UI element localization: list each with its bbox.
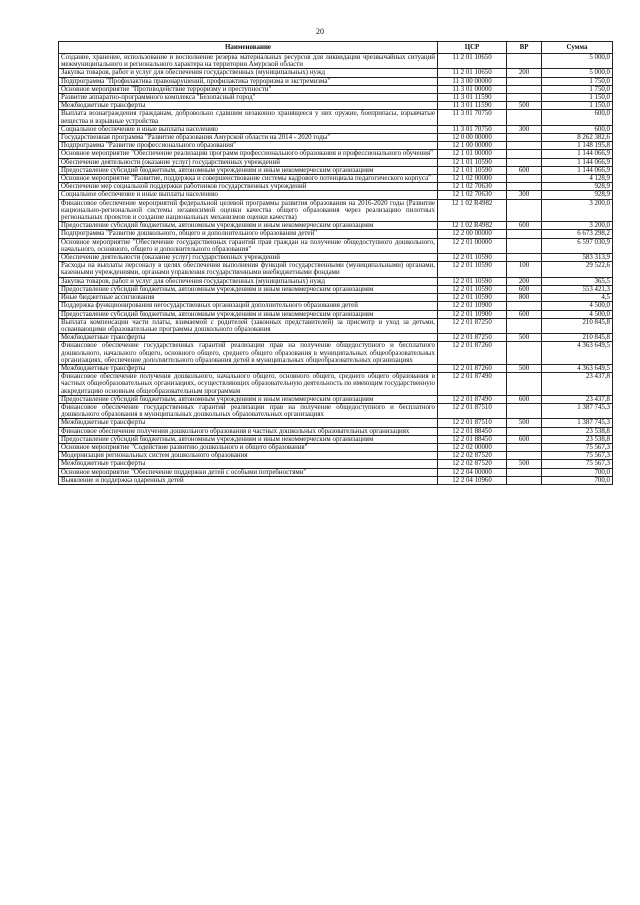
cell-name: Развитие аппаратно-программного комплекса "Безопасный город": [59, 94, 438, 102]
table-row: [59, 419, 613, 427]
cell-sum: 1 144 066,9: [542, 150, 613, 158]
cell-csr: 12 2 01 87260: [438, 364, 507, 372]
cell-sum: 928,9: [542, 183, 613, 191]
table-row: [59, 342, 613, 365]
table-row: [59, 452, 613, 460]
cell-sum: 4 500,0: [542, 310, 613, 318]
cell-name: Выплата вознаграждения гражданам, добровольно сдавшим незаконно хранящееся у них оружие, боеприпасы, взрывчатые вещества и взрывные устройства: [59, 110, 438, 125]
table-row: [59, 476, 613, 484]
cell-vr: [507, 468, 542, 476]
cell-vr: 300: [507, 125, 542, 133]
cell-csr: 12 2 01 10590: [438, 285, 507, 293]
cell-name: Финансовое обеспечение получения дошкольного образования в частных дошкольных образовательных организациях: [59, 427, 438, 435]
cell-vr: [507, 110, 542, 125]
cell-sum: 583 313,9: [542, 254, 613, 262]
header-sum: Сумма: [542, 42, 613, 54]
cell-csr: 11 2 01 10650: [438, 54, 507, 69]
table-body: [59, 54, 613, 485]
cell-name: Основное мероприятие "Обеспечение поддержки детей с особыми потребностями": [59, 468, 438, 476]
cell-name: Обеспечение мер социальной поддержки работников государственных учреждений: [59, 183, 438, 191]
cell-vr: [507, 254, 542, 262]
cell-name: Межбюджетные трансферты: [59, 364, 438, 372]
table-row: [59, 166, 613, 174]
table-row: [59, 302, 613, 310]
table-row: [59, 277, 613, 285]
table-row: [59, 443, 613, 451]
cell-csr: 12 2 04 10960: [438, 476, 507, 484]
cell-sum: 4 500,0: [542, 302, 613, 310]
cell-sum: 1 144 066,9: [542, 158, 613, 166]
table-row: [59, 254, 613, 262]
cell-sum: 1 144 066,9: [542, 166, 613, 174]
cell-sum: 3 200,0: [542, 222, 613, 230]
cell-name: Закупка товаров, работ и услуг для обеспечения государственных (муниципальных) нужд: [59, 69, 438, 77]
cell-sum: 23 538,8: [542, 427, 613, 435]
budget-table: [58, 41, 613, 485]
cell-name: Межбюджетные трансферты: [59, 334, 438, 342]
cell-sum: 600,0: [542, 125, 613, 133]
cell-vr: [507, 85, 542, 93]
cell-csr: 12 0 00 00000: [438, 134, 507, 142]
table-row: [59, 460, 613, 468]
cell-csr: 12 2 01 10590: [438, 277, 507, 285]
table-row: [59, 285, 613, 293]
cell-name: Модернизация региональных систем дошкольного образования: [59, 452, 438, 460]
cell-name: Межбюджетные трансферты: [59, 419, 438, 427]
table-row: [59, 94, 613, 102]
cell-name: Иные бюджетные ассигнования: [59, 294, 438, 302]
cell-sum: 1 150,0: [542, 102, 613, 110]
cell-sum: 365,5: [542, 277, 613, 285]
cell-sum: 4,5: [542, 294, 613, 302]
cell-sum: 4 363 649,5: [542, 364, 613, 372]
cell-vr: [507, 134, 542, 142]
cell-vr: [507, 403, 542, 418]
table-row: [59, 150, 613, 158]
table-row: [59, 175, 613, 183]
cell-csr: 12 2 02 87520: [438, 452, 507, 460]
cell-vr: [507, 77, 542, 85]
cell-name: Закупка товаров, работ и услуг для обеспечения государственных (муниципальных) нужд: [59, 277, 438, 285]
cell-name: Поддержка функционирования негосударственных организаций дополнительного образования детей: [59, 302, 438, 310]
cell-vr: 600: [507, 166, 542, 174]
cell-vr: 600: [507, 395, 542, 403]
cell-sum: 210 845,8: [542, 318, 613, 333]
cell-vr: [507, 443, 542, 451]
cell-sum: 1 148 195,8: [542, 142, 613, 150]
table-row: [59, 468, 613, 476]
cell-name: Обеспечение деятельности (оказание услуг) государственных учреждений: [59, 254, 438, 262]
cell-name: Подпрограмма "Профилактика правонарушений, профилактика терроризма и экстремизма": [59, 77, 438, 85]
cell-name: Государственная программа "Развитие образования Амурской области на 2014 - 2020 годы": [59, 134, 438, 142]
cell-csr: 12 2 01 87250: [438, 318, 507, 333]
cell-name: Финансовое обеспечение государственных гарантий реализации прав на получение общедоступного и бесплатного дошкольного образования в муниципальных дошкольных образовательных организациях: [59, 403, 438, 418]
table-row: [59, 230, 613, 238]
cell-vr: 500: [507, 460, 542, 468]
cell-csr: 12 2 01 10590: [438, 294, 507, 302]
cell-sum: 5 000,0: [542, 54, 613, 69]
page-number: 20: [316, 27, 324, 36]
table-row: [59, 318, 613, 333]
cell-csr: 12 2 01 00000: [438, 238, 507, 253]
cell-vr: [507, 238, 542, 253]
cell-vr: 500: [507, 334, 542, 342]
cell-sum: 1 150,0: [542, 94, 613, 102]
cell-name: Выплата компенсации части платы, взимаемой с родителей (законных представителей) за присмотр и уход за детьми, осваивающими образовательные программы дошкольного образования: [59, 318, 438, 333]
cell-csr: 12 2 01 88450: [438, 435, 507, 443]
cell-sum: 1 750,0: [542, 77, 613, 85]
table-row: [59, 125, 613, 133]
table-row: [59, 262, 613, 277]
cell-csr: 11 2 01 10650: [438, 69, 507, 77]
cell-csr: 11 3 01 11590: [438, 102, 507, 110]
cell-vr: 500: [507, 102, 542, 110]
cell-vr: [507, 142, 542, 150]
cell-name: Основное мероприятие "Противодействие терроризму и преступности": [59, 85, 438, 93]
table-row: [59, 102, 613, 110]
cell-sum: 1 750,0: [542, 85, 613, 93]
cell-vr: [507, 158, 542, 166]
cell-vr: 600: [507, 435, 542, 443]
cell-vr: 600: [507, 285, 542, 293]
cell-vr: [507, 94, 542, 102]
cell-name: Финансовое обеспечение государственных гарантий реализации прав на получение общедоступного и бесплатного дошкольного, начального общего, основного общего, среднего общего образования в муниципальных общеобразовательных организациях, обеспечение дополнительного образования детей в муниципальных общеобразовательных организациях: [59, 342, 438, 365]
cell-csr: 12 2 04 00000: [438, 468, 507, 476]
cell-csr: 12 2 01 10900: [438, 310, 507, 318]
table-row: [59, 77, 613, 85]
cell-vr: 600: [507, 222, 542, 230]
table-row: [59, 142, 613, 150]
cell-name: Основное мероприятие "Развитие, поддержка и совершенствование системы кадрового потенциала педагогического корпуса": [59, 175, 438, 183]
cell-csr: 12 2 01 87490: [438, 395, 507, 403]
cell-name: Основное мероприятие "Обеспечение государственных гарантий прав граждан на получение общедоступного дошкольного, начального, основного, общего и дополнительного образования": [59, 238, 438, 253]
cell-name: Подпрограмма "Развитие профессионального образования": [59, 142, 438, 150]
table-row: [59, 222, 613, 230]
cell-name: Создание, хранение, использование и восполнение резерва материальных ресурсов для ликвидации чрезвычайных ситуаций межмуниципального и регионального характера на территории Амурской области: [59, 54, 438, 69]
table-row: [59, 191, 613, 199]
cell-vr: [507, 150, 542, 158]
cell-csr: 12 1 02 70630: [438, 183, 507, 191]
cell-sum: 6 673 298,2: [542, 230, 613, 238]
cell-name: Социальное обеспечение и иные выплаты населению: [59, 191, 438, 199]
cell-sum: 4 128,9: [542, 175, 613, 183]
cell-vr: [507, 54, 542, 69]
cell-name: Финансовое обеспечение получения дошкольного, начального общего, основного общего, среднего общего образования в частных общеобразовательных организациях, осуществляющих образовательную деятельность по имеющим государственную аккредитацию основным общеобразовательным программам: [59, 373, 438, 396]
table-row: [59, 403, 613, 418]
cell-csr: 11 3 01 11590: [438, 94, 507, 102]
table-row: [59, 294, 613, 302]
cell-vr: [507, 175, 542, 183]
cell-csr: 12 2 01 10590: [438, 262, 507, 277]
cell-csr: 12 2 01 87260: [438, 342, 507, 365]
table-header-row: [59, 42, 613, 54]
cell-name: Обеспечение деятельности (оказание услуг) государственных учреждений: [59, 158, 438, 166]
cell-csr: 12 2 02 87520: [438, 460, 507, 468]
table-row: [59, 158, 613, 166]
cell-sum: 23 437,8: [542, 373, 613, 396]
cell-sum: 6 597 030,9: [542, 238, 613, 253]
cell-vr: [507, 427, 542, 435]
table-row: [59, 134, 613, 142]
cell-csr: 12 1 00 00000: [438, 142, 507, 150]
header-name: Наименование: [59, 42, 438, 54]
cell-sum: 4 363 649,5: [542, 342, 613, 365]
cell-sum: 210 845,8: [542, 334, 613, 342]
table-row: [59, 110, 613, 125]
cell-name: Расходы на выплаты персоналу в целях обеспечения выполнения функций государственными (муниципальными) органами, казенными учреждениями, органами управления государственными внебюджетными фондами: [59, 262, 438, 277]
cell-sum: 75 567,3: [542, 443, 613, 451]
cell-name: Предоставление субсидий бюджетным, автономным учреждениям и иным некоммерческим организациям: [59, 285, 438, 293]
table-row: [59, 427, 613, 435]
cell-csr: 12 1 01 10590: [438, 166, 507, 174]
cell-csr: 12 2 01 87490: [438, 373, 507, 396]
cell-vr: [507, 230, 542, 238]
cell-vr: 200: [507, 277, 542, 285]
cell-name: Предоставление субсидий бюджетным, автономным учреждениям и иным некоммерческим организациям: [59, 222, 438, 230]
cell-csr: 11 3 01 00000: [438, 85, 507, 93]
cell-sum: 5 000,0: [542, 69, 613, 77]
cell-sum: 23 538,8: [542, 435, 613, 443]
cell-sum: 29 522,6: [542, 262, 613, 277]
cell-name: Предоставление субсидий бюджетным, автономным учреждениям и иным некоммерческим организациям: [59, 310, 438, 318]
cell-vr: 800: [507, 294, 542, 302]
cell-name: Социальное обеспечение и иные выплаты населению: [59, 125, 438, 133]
cell-sum: 928,9: [542, 191, 613, 199]
table-row: [59, 183, 613, 191]
cell-csr: 11 3 01 70750: [438, 125, 507, 133]
cell-vr: 500: [507, 364, 542, 372]
cell-vr: [507, 318, 542, 333]
cell-sum: 700,0: [542, 468, 613, 476]
table-row: [59, 373, 613, 396]
cell-sum: 8 262 382,6: [542, 134, 613, 142]
header-csr: ЦСР: [438, 42, 507, 54]
cell-sum: 75 567,3: [542, 460, 613, 468]
cell-csr: 12 2 01 10900: [438, 302, 507, 310]
cell-vr: [507, 373, 542, 396]
cell-name: Межбюджетные трансферты: [59, 460, 438, 468]
cell-vr: [507, 302, 542, 310]
cell-vr: 100: [507, 262, 542, 277]
cell-vr: [507, 476, 542, 484]
cell-csr: 12 2 01 88450: [438, 427, 507, 435]
cell-name: Финансовое обеспечение мероприятий федеральной целевой программы развития образования на 2016-2020 годы (Развитие национально-региональной системы независимой оценки качества общего образования через реализацию пилотных региональных проектов и создание национальных механизмов оценки качества): [59, 199, 438, 222]
cell-sum: 700,0: [542, 476, 613, 484]
table-row: [59, 199, 613, 222]
cell-csr: 12 1 01 10590: [438, 158, 507, 166]
cell-csr: 12 2 02 00000: [438, 443, 507, 451]
cell-name: Подпрограмма "Развитие дошкольного, общего и дополнительного образования детей": [59, 230, 438, 238]
cell-csr: 12 1 02 R4982: [438, 222, 507, 230]
cell-csr: 12 2 01 87250: [438, 334, 507, 342]
table-row: [59, 69, 613, 77]
cell-sum: 3 200,0: [542, 199, 613, 222]
cell-csr: 12 2 00 00000: [438, 230, 507, 238]
cell-name: Выявление и поддержка одаренных детей: [59, 476, 438, 484]
table-row: [59, 364, 613, 372]
cell-vr: 600: [507, 310, 542, 318]
cell-csr: 12 1 02 R4982: [438, 199, 507, 222]
cell-name: Основное мероприятие "Обеспечение реализации программ профессионального образования и профессионального обучения": [59, 150, 438, 158]
cell-csr: 11 3 00 00000: [438, 77, 507, 85]
table-row: [59, 85, 613, 93]
header-vr: ВР: [507, 42, 542, 54]
cell-vr: [507, 342, 542, 365]
cell-sum: 553 421,3: [542, 285, 613, 293]
cell-sum: 75 567,3: [542, 452, 613, 460]
table-row: [59, 54, 613, 69]
cell-csr: 12 2 01 87510: [438, 419, 507, 427]
cell-sum: 23 437,8: [542, 395, 613, 403]
cell-csr: 12 2 01 87510: [438, 403, 507, 418]
cell-sum: 1 387 745,3: [542, 403, 613, 418]
cell-vr: [507, 183, 542, 191]
cell-vr: 500: [507, 419, 542, 427]
cell-vr: [507, 199, 542, 222]
table-row: [59, 395, 613, 403]
cell-csr: 11 3 01 70750: [438, 110, 507, 125]
table-row: [59, 334, 613, 342]
cell-vr: 200: [507, 69, 542, 77]
table-row: [59, 238, 613, 253]
cell-sum: 600,0: [542, 110, 613, 125]
cell-name: Предоставление субсидий бюджетным, автономным учреждениям и иным некоммерческим организациям: [59, 435, 438, 443]
cell-csr: 12 1 01 00000: [438, 150, 507, 158]
cell-csr: 12 1 02 70630: [438, 191, 507, 199]
cell-vr: 300: [507, 191, 542, 199]
cell-vr: [507, 452, 542, 460]
table-row: [59, 310, 613, 318]
cell-csr: 12 2 01 10590: [438, 254, 507, 262]
table-row: [59, 435, 613, 443]
cell-csr: 12 1 02 00000: [438, 175, 507, 183]
cell-sum: 1 387 745,3: [542, 419, 613, 427]
cell-name: Основное мероприятие "Содействие развитию дошкольного и общего образования": [59, 443, 438, 451]
cell-name: Предоставление субсидий бюджетным, автономным учреждениям и иным некоммерческим организациям: [59, 166, 438, 174]
cell-name: Предоставление субсидий бюджетным, автономным учреждениям и иным некоммерческим организациям: [59, 395, 438, 403]
cell-name: Межбюджетные трансферты: [59, 102, 438, 110]
